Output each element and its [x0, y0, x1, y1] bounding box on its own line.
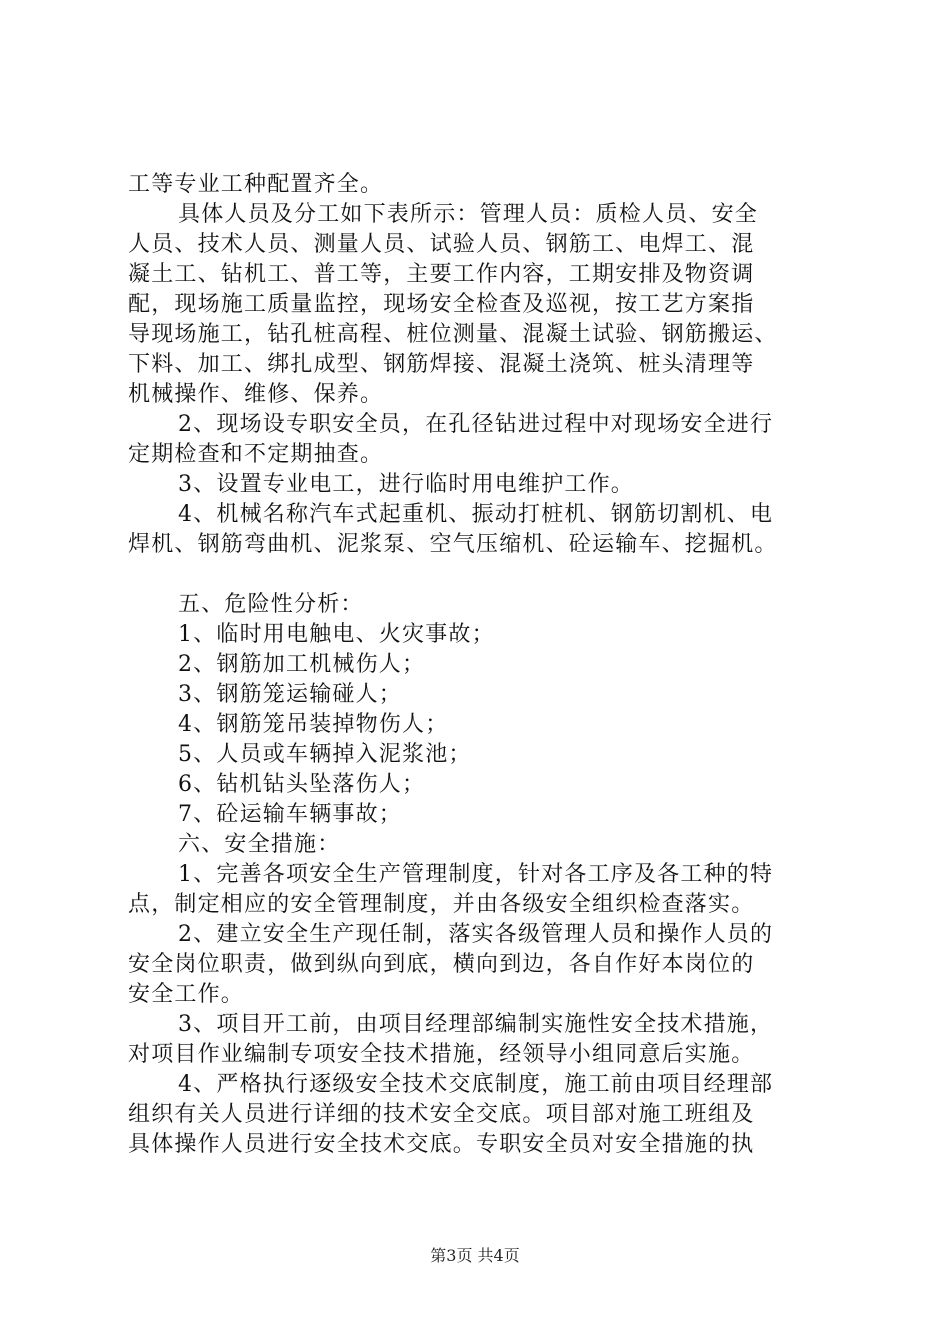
paragraph-line: 定期检查和不定期抽查。	[128, 442, 384, 467]
paragraph-line: 3、设置专业电工，进行临时用电维护工作。	[178, 472, 634, 497]
paragraph-line: 3、项目开工前，由项目经理部编制实施性安全技术措施，	[178, 1012, 774, 1037]
paragraph-line: 导现场施工，钻孔桩高程、桩位测量、混凝土试验、钢筋搬运、	[128, 322, 778, 347]
paragraph-line: 具体人员及分工如下表所示：管理人员：质检人员、安全	[178, 202, 759, 227]
list-item: 6、钻机钻头坠落伤人；	[178, 772, 426, 797]
paragraph-line: 安全岗位职责，做到纵向到底，横向到边，各自作好本岗位的	[128, 952, 755, 977]
paragraph-line: 配，现场施工质量监控，现场安全检查及巡视，按工艺方案指	[128, 292, 755, 317]
paragraph-line: 2、现场设专职安全员，在孔径钻进过程中对现场安全进行	[178, 412, 774, 437]
section-heading: 六、安全措施：	[178, 832, 341, 857]
list-item: 2、钢筋加工机械伤人；	[178, 652, 426, 677]
list-item: 4、钢筋笼吊装掉物伤人；	[178, 712, 449, 737]
paragraph-line: 1、完善各项安全生产管理制度，针对各工序及各工种的特	[178, 862, 774, 887]
paragraph-line: 安全工作。	[128, 982, 245, 1007]
paragraph-line: 下料、加工、绑扎成型、钢筋焊接、混凝土浇筑、桩头清理等	[128, 352, 755, 377]
list-item: 3、钢筋笼运输碰人；	[178, 682, 402, 707]
paragraph-line: 4、机械名称汽车式起重机、振动打桩机、钢筋切割机、电	[178, 502, 774, 527]
paragraph-line: 人员、技术人员、测量人员、试验人员、钢筋工、电焊工、混	[128, 232, 755, 257]
paragraph-line: 具体操作人员进行安全技术交底。专职安全员对安全措施的执	[128, 1132, 755, 1157]
list-item: 7、砼运输车辆事故；	[178, 802, 402, 827]
page-number-footer: 第3页 共4页	[430, 1246, 520, 1265]
section-heading: 五、危险性分析：	[178, 592, 364, 617]
paragraph-line: 工等专业工种配置齐全。	[128, 172, 384, 197]
paragraph-line: 2、建立安全生产现任制，落实各级管理人员和操作人员的	[178, 922, 774, 947]
paragraph-line: 凝土工、钻机工、普工等，主要工作内容，工期安排及物资调	[128, 262, 755, 287]
paragraph-line: 机械操作、维修、保养。	[128, 382, 384, 407]
paragraph-line: 焊机、钢筋弯曲机、泥浆泵、空气压缩机、砼运输车、挖掘机。	[128, 532, 778, 557]
paragraph-line: 4、严格执行逐级安全技术交底制度，施工前由项目经理部	[178, 1072, 774, 1097]
blank-line	[128, 560, 848, 590]
paragraph-line: 对项目作业编制专项安全技术措施，经领导小组同意后实施。	[128, 1042, 755, 1067]
paragraph-line: 组织有关人员进行详细的技术安全交底。项目部对施工班组及	[128, 1102, 755, 1127]
list-item: 5、人员或车辆掉入泥浆池；	[178, 742, 472, 767]
document-body	[128, 170, 848, 1160]
paragraph-line: 点，制定相应的安全管理制度，并由各级安全组织检查落实。	[128, 892, 755, 917]
list-item: 1、临时用电触电、火灾事故；	[178, 622, 495, 647]
